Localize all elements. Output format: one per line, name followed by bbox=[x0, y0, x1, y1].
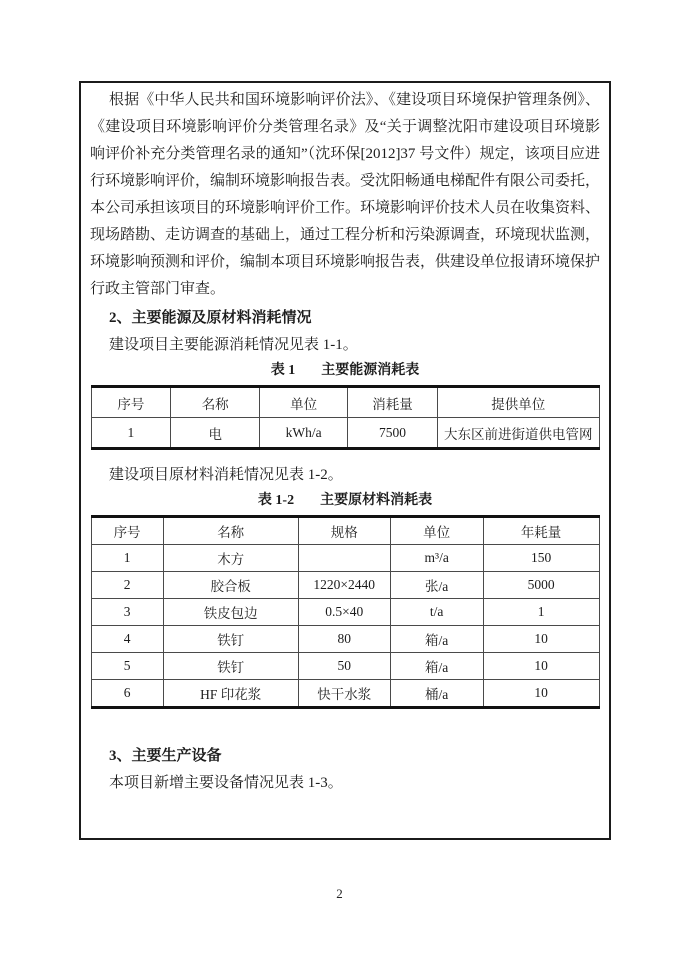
cell-name: HF 印花浆 bbox=[163, 680, 298, 708]
cell-seq: 1 bbox=[91, 418, 171, 449]
cell-spec bbox=[298, 545, 390, 572]
intro-paragraph: 根据《中华人民共和国环境影响评价法》、《建设项目环境保护管理条例》、《建设项目环境影响评价分类管理名录》及“关于调整沈阳市建设项目环境影响评价补充分类管理名录的通知”（沈环保[2012]37 号文件）规定，该项目应进行环境影响评价，编制环境影响报告表。受沈阳畅通电梯配件有限公司委托，本公司承担该项目的环境影响评价工作。环境影响评价技术人员在收集资料、现场踏勘、走访调查的基础上，通过工程分析和污染源调查，环境现状监测，环境影响预测和评价，编制本项目环境影响报告表，供建设单位报请环境保护行政主管部门审查。 bbox=[90, 92, 601, 297]
spacer bbox=[90, 450, 600, 462]
cell-seq: 6 bbox=[91, 680, 163, 708]
equipment-table-intro: 本项目新增主要设备情况见表 1-3。 bbox=[109, 775, 343, 791]
section-3-block bbox=[90, 743, 600, 797]
col-header: 单位 bbox=[260, 387, 348, 418]
cell-amount: 7500 bbox=[348, 418, 438, 449]
cell-provider: 大东区前进街道供电管网 bbox=[437, 418, 599, 449]
cell-amount: 10 bbox=[483, 626, 599, 653]
cell-name: 电 bbox=[171, 418, 260, 449]
col-header: 规格 bbox=[298, 517, 390, 545]
cell-spec: 1220×2440 bbox=[298, 572, 390, 599]
table-row bbox=[91, 572, 599, 599]
cell-spec: 50 bbox=[298, 653, 390, 680]
cell-unit: kWh/a bbox=[260, 418, 348, 449]
cell-name: 木方 bbox=[163, 545, 298, 572]
cell-amount: 10 bbox=[483, 680, 599, 708]
cell-amount: 1 bbox=[483, 599, 599, 626]
cell-spec: 80 bbox=[298, 626, 390, 653]
energy-table-caption-label: 表 1 bbox=[270, 363, 296, 378]
material-table-caption-title: 主要原材料消耗表 bbox=[320, 493, 433, 508]
material-table-intro: 建设项目原材料消耗情况见表 1-2。 bbox=[109, 467, 343, 483]
cell-unit: 箱/a bbox=[390, 653, 483, 680]
section-3-heading: 3、主要生产设备 bbox=[109, 748, 222, 764]
document-page-frame bbox=[79, 81, 611, 840]
energy-table-caption bbox=[90, 359, 600, 383]
col-header: 序号 bbox=[91, 517, 163, 545]
col-header: 提供单位 bbox=[437, 387, 599, 418]
section-2-heading: 2、主要能源及原材料消耗情况 bbox=[109, 310, 312, 326]
col-header: 名称 bbox=[163, 517, 298, 545]
material-table-caption-label: 表 1-2 bbox=[257, 493, 295, 508]
table-row bbox=[91, 599, 599, 626]
cell-unit: t/a bbox=[390, 599, 483, 626]
cell-spec: 0.5×40 bbox=[298, 599, 390, 626]
cell-name: 铁钉 bbox=[163, 626, 298, 653]
material-consumption-table bbox=[91, 515, 600, 709]
cell-seq: 1 bbox=[91, 545, 163, 572]
cell-name: 胶合板 bbox=[163, 572, 298, 599]
col-header: 序号 bbox=[91, 387, 171, 418]
page-number: 2 bbox=[336, 886, 343, 901]
cell-name: 铁皮包边 bbox=[163, 599, 298, 626]
cell-seq: 2 bbox=[91, 572, 163, 599]
cell-unit: m³/a bbox=[390, 545, 483, 572]
table-row bbox=[91, 545, 599, 572]
cell-seq: 5 bbox=[91, 653, 163, 680]
table-row bbox=[91, 626, 599, 653]
material-table-caption bbox=[90, 489, 600, 513]
energy-consumption-table bbox=[91, 385, 600, 450]
cell-spec: 快干水浆 bbox=[298, 680, 390, 708]
cell-unit: 张/a bbox=[390, 572, 483, 599]
cell-amount: 10 bbox=[483, 653, 599, 680]
cell-seq: 3 bbox=[91, 599, 163, 626]
energy-table-header-row bbox=[91, 387, 599, 418]
col-header: 单位 bbox=[390, 517, 483, 545]
col-header: 年耗量 bbox=[483, 517, 599, 545]
cell-unit: 箱/a bbox=[390, 626, 483, 653]
material-table-header-row bbox=[91, 517, 599, 545]
energy-table-caption-title: 主要能源消耗表 bbox=[321, 363, 420, 378]
cell-amount: 150 bbox=[483, 545, 599, 572]
cell-unit: 桶/a bbox=[390, 680, 483, 708]
table-row bbox=[91, 680, 599, 708]
col-header: 名称 bbox=[171, 387, 260, 418]
cell-name: 铁钉 bbox=[163, 653, 298, 680]
table-row bbox=[91, 653, 599, 680]
cell-seq: 4 bbox=[91, 626, 163, 653]
col-header: 消耗量 bbox=[348, 387, 438, 418]
energy-table-intro: 建设项目主要能源消耗情况见表 1-1。 bbox=[109, 337, 358, 353]
table-row bbox=[91, 418, 599, 449]
cell-amount: 5000 bbox=[483, 572, 599, 599]
